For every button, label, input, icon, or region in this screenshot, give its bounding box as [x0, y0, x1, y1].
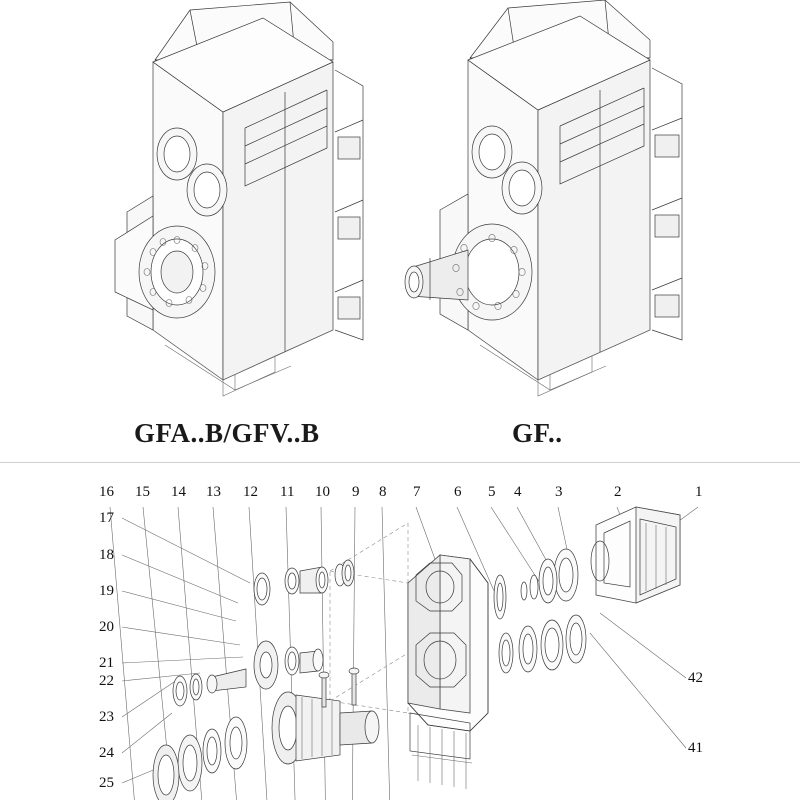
callout-18: 18 — [99, 547, 114, 563]
callout-10: 10 — [315, 484, 330, 500]
callout-2: 2 — [614, 484, 622, 500]
callout-17: 17 — [99, 510, 114, 526]
exploded-assembly-icon — [0, 463, 800, 800]
callout-16: 16 — [99, 484, 114, 500]
callout-25: 25 — [99, 775, 114, 791]
callout-4: 4 — [514, 484, 522, 500]
callout-3: 3 — [555, 484, 563, 500]
callout-21: 21 — [99, 655, 114, 671]
callout-22: 22 — [99, 673, 114, 689]
callout-24: 24 — [99, 745, 114, 761]
caption-right-model: GF.. — [512, 418, 563, 448]
callout-12: 12 — [243, 484, 258, 500]
callout-5: 5 — [488, 484, 496, 500]
callout-11: 11 — [280, 484, 295, 500]
caption-left-model: GFA..B/GFV..B — [134, 418, 320, 448]
callout-9: 9 — [352, 484, 360, 500]
callout-15: 15 — [135, 484, 150, 500]
callout-6: 6 — [454, 484, 462, 500]
callout-42: 42 — [688, 670, 703, 686]
exploded-assembly-diagram — [0, 463, 800, 800]
callout-23: 23 — [99, 709, 114, 725]
callout-14: 14 — [171, 484, 186, 500]
callout-13: 13 — [206, 484, 221, 500]
gearbox-outline-left — [95, 0, 395, 400]
callout-7: 7 — [413, 484, 421, 500]
callout-19: 19 — [99, 583, 114, 599]
gearbox-outline-right-with-shaft — [400, 0, 730, 400]
callout-20: 20 — [99, 619, 114, 635]
callout-41: 41 — [688, 740, 703, 756]
callout-8: 8 — [379, 484, 387, 500]
callout-1: 1 — [695, 484, 703, 500]
